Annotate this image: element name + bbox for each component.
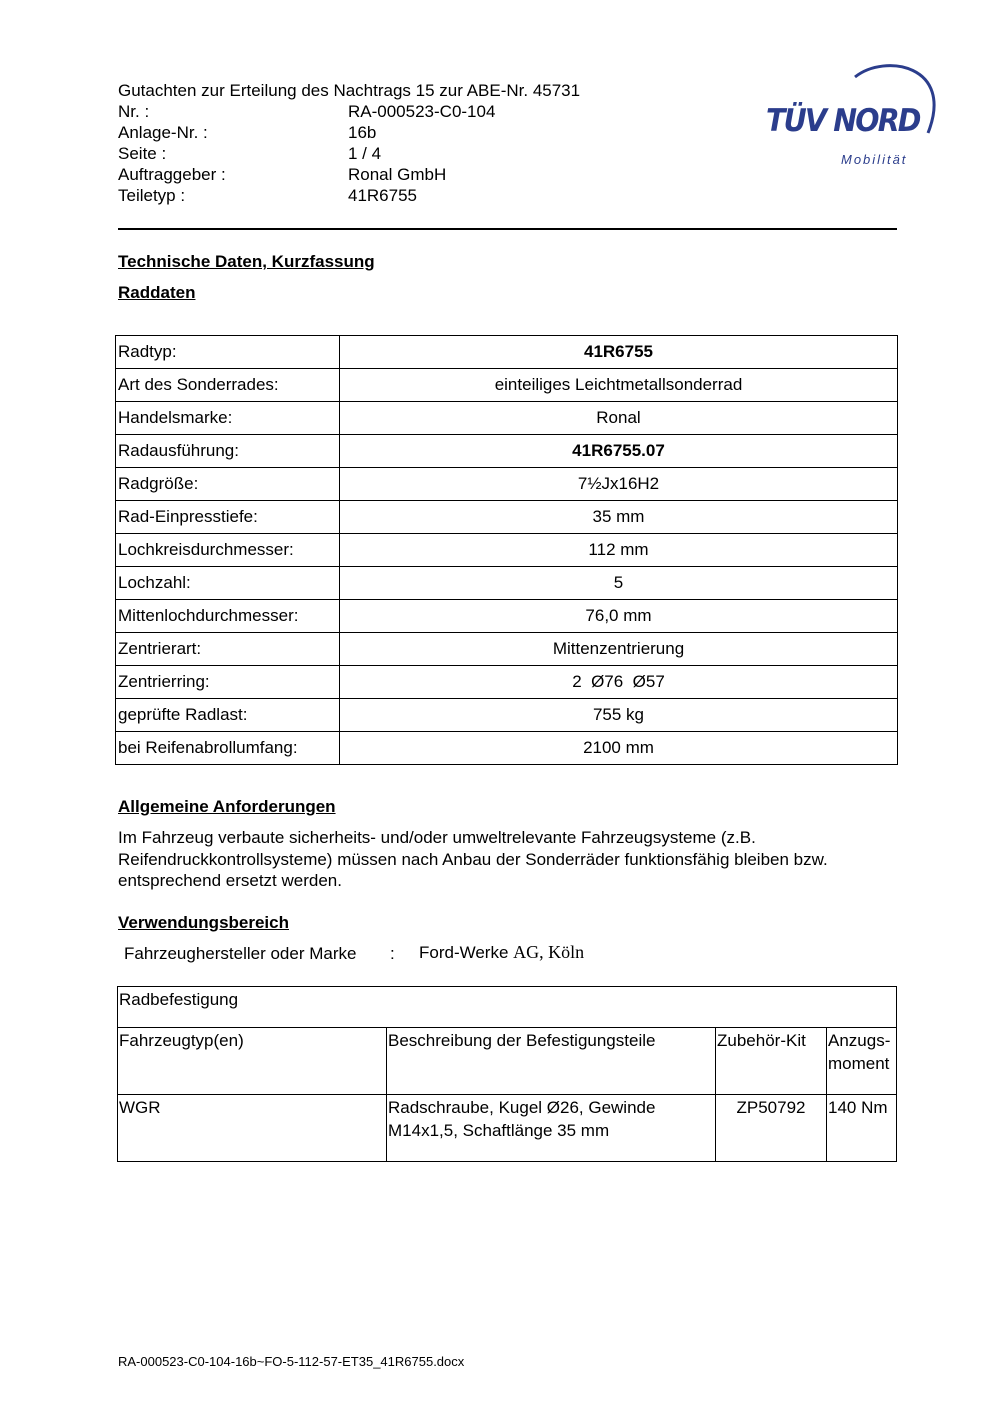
raddaten-value: 35 mm: [340, 501, 898, 534]
table-row: [116, 369, 898, 402]
header-field-nr: [118, 101, 638, 122]
header-divider: [118, 228, 897, 230]
raddaten-value: Mittenzentrierung: [340, 633, 898, 666]
radbefestigung-table: [117, 986, 897, 1162]
raddaten-value: 2 Ø76 Ø57: [340, 666, 898, 699]
raddaten-value: 112 mm: [340, 534, 898, 567]
column-header-fahrzeugtyp: Fahrzeugtyp(en): [118, 1028, 387, 1095]
logo-brand-text: TÜV NORD: [766, 103, 920, 139]
raddaten-label: Art des Sonderrades:: [116, 369, 340, 402]
table-row: [116, 402, 898, 435]
header-field-label: Anlage-Nr. :: [118, 123, 208, 142]
footer-filename: RA-000523-C0-104-16b~FO-5-112-57-ET35_41R6755.docx: [118, 1354, 465, 1369]
cell-beschreibung: [387, 1095, 716, 1162]
logo-sub-text: Mobilität: [841, 152, 908, 167]
cell-anzugsmoment: 140 Nm: [827, 1095, 897, 1162]
table-row: [116, 468, 898, 501]
column-header-anzugsmoment-line2: moment: [828, 1054, 890, 1073]
raddaten-label: Rad-Einpresstiefe:: [116, 501, 340, 534]
table-row: [116, 699, 898, 732]
radbefestigung-title: Radbefestigung: [118, 987, 897, 1028]
header-field-teiletyp: [118, 185, 638, 206]
header-field-value: Ronal GmbH: [348, 165, 447, 184]
raddaten-label: Mittenlochdurchmesser:: [116, 600, 340, 633]
allgemeine-anforderungen-text: Im Fahrzeug verbaute sicherheits- und/oder umweltrelevante Fahrzeugsysteme (z.B. Reifendruckkontrollsysteme) müssen nach Anbau der Sonderräder funktionsfähig bleiben bzw. entsprechend ersetzt werden.: [118, 828, 828, 890]
column-header-anzugsmoment: [827, 1028, 897, 1095]
header-field-label: Nr. :: [118, 102, 150, 121]
hersteller-value-name: Ford-Werke: [419, 943, 509, 962]
table-row: [116, 534, 898, 567]
column-header-anzugsmoment-line1: Anzugs-: [828, 1031, 891, 1050]
raddaten-value: 5: [340, 567, 898, 600]
raddaten-label: Radausführung:: [116, 435, 340, 468]
raddaten-label: Lochkreisdurchmesser:: [116, 534, 340, 567]
table-row: [118, 987, 897, 1028]
header-field-auftraggeber: [118, 164, 638, 185]
raddaten-value: 755 kg: [340, 699, 898, 732]
document-title-text: Gutachten zur Erteilung des Nachtrags 15 zur ABE-Nr. 45731: [118, 81, 581, 100]
section-heading-allgemeine-anforderungen: Allgemeine Anforderungen: [118, 797, 336, 816]
column-header-zubehoer-kit: Zubehör-Kit: [716, 1028, 827, 1095]
table-row: [116, 600, 898, 633]
raddaten-label: Zentrierart:: [116, 633, 340, 666]
section-heading-technische-daten: Technische Daten, Kurzfassung: [118, 252, 375, 271]
table-row: [116, 435, 898, 468]
table-row: [116, 732, 898, 765]
cell-fahrzeugtyp: WGR: [118, 1095, 387, 1162]
document-title: [118, 80, 638, 101]
raddaten-label: Radtyp:: [116, 336, 340, 369]
table-row: [116, 567, 898, 600]
raddaten-value: 41R6755.07: [340, 435, 898, 468]
table-row: [118, 1095, 897, 1162]
tuv-nord-logo: [760, 55, 945, 175]
header-field-seite: [118, 143, 638, 164]
hersteller-value: [419, 942, 584, 963]
raddaten-value: einteiliges Leichtmetallsonderrad: [340, 369, 898, 402]
header-field-label: Auftraggeber :: [118, 165, 226, 184]
raddaten-label: Handelsmarke:: [116, 402, 340, 435]
table-row: [116, 336, 898, 369]
table-row: [118, 1028, 897, 1095]
column-header-beschreibung: Beschreibung der Befestigungsteile: [387, 1028, 716, 1095]
hersteller-label: Fahrzeughersteller oder Marke: [124, 944, 357, 963]
header-field-value: 16b: [348, 123, 377, 142]
section-heading-verwendungsbereich: Verwendungsbereich: [118, 913, 289, 932]
table-row: [116, 501, 898, 534]
raddaten-label: Radgröße:: [116, 468, 340, 501]
raddaten-label: bei Reifenabrollumfang:: [116, 732, 340, 765]
table-row: [116, 633, 898, 666]
cell-beschreibung-line2: M14x1,5, Schaftlänge 35 mm: [388, 1121, 610, 1140]
hersteller-separator: :: [390, 944, 395, 963]
hersteller-value-location: AG, Köln: [513, 942, 585, 962]
raddaten-label: geprüfte Radlast:: [116, 699, 340, 732]
header-field-anlage: [118, 122, 638, 143]
header-field-value: RA-000523-C0-104: [348, 102, 496, 121]
header-field-label: Teiletyp :: [118, 186, 186, 205]
cell-beschreibung-line1: Radschraube, Kugel Ø26, Gewinde: [388, 1098, 656, 1117]
header-field-value: 1 / 4: [348, 144, 382, 163]
table-row: [116, 666, 898, 699]
raddaten-value: 2100 mm: [340, 732, 898, 765]
section-heading-raddaten: Raddaten: [118, 283, 196, 302]
cell-zubehoer-kit: ZP50792: [716, 1095, 827, 1162]
raddaten-label: Zentrierring:: [116, 666, 340, 699]
header-field-label: Seite :: [118, 144, 167, 163]
raddaten-value: 7½Jx16H2: [340, 468, 898, 501]
raddaten-value: Ronal: [340, 402, 898, 435]
raddaten-value: 76,0 mm: [340, 600, 898, 633]
raddaten-label: Lochzahl:: [116, 567, 340, 600]
raddaten-value: 41R6755: [340, 336, 898, 369]
header-field-value: 41R6755: [348, 186, 418, 205]
raddaten-table: [115, 335, 898, 765]
